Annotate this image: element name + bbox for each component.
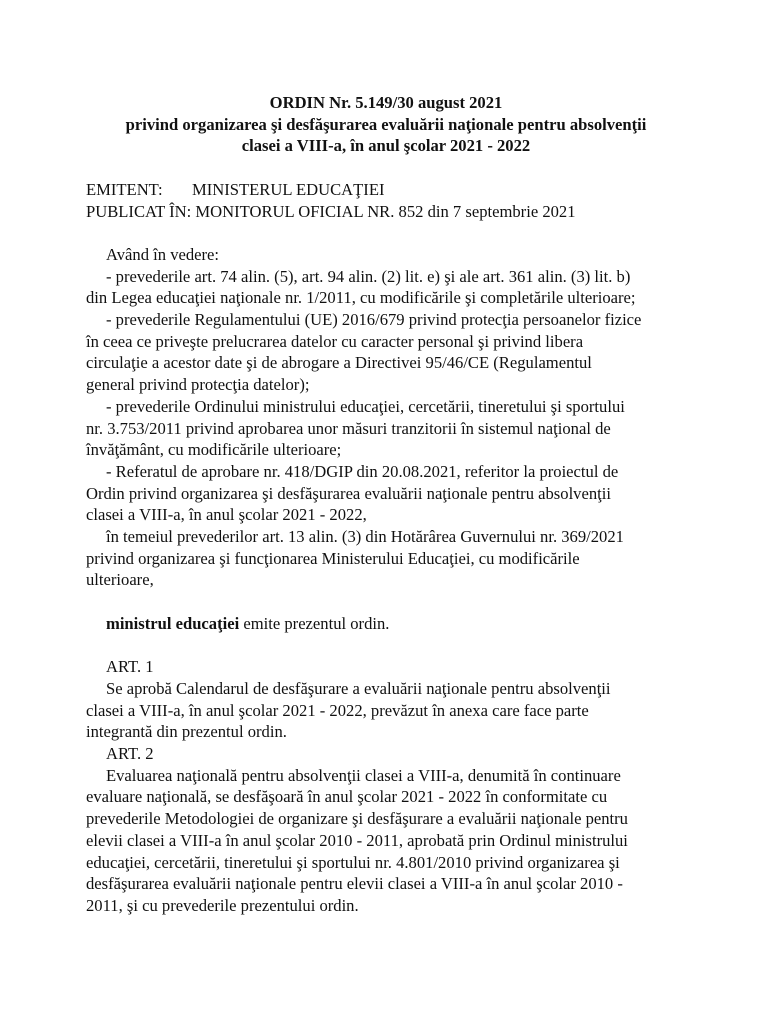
preamble-line: - prevederile art. 74 alin. (5), art. 94 alin. (2) lit. e) şi ale art. 361 alin. (3) lit. b)	[106, 266, 631, 286]
article-line: evaluare naţională, se desfăşoară în anul şcolar 2021 - 2022 în conformitate cu	[86, 787, 608, 807]
emitent-row	[86, 179, 686, 201]
preamble-line: din Legea educaţiei naţionale nr. 1/2011, cu modificările şi completările ulterioare;	[86, 288, 636, 308]
articles-list	[86, 656, 686, 916]
enacting-subject: ministrul educaţiei	[106, 613, 240, 633]
title-line-1: ORDIN Nr. 5.149/30 august 2021	[269, 93, 503, 112]
preamble-line: - Referatul de aprobare nr. 418/DGIP din 20.08.2021, referitor la proiectul de	[106, 461, 619, 481]
article	[86, 743, 686, 917]
enacting-clause	[86, 613, 686, 635]
spacer	[86, 222, 686, 244]
preamble-line: circulaţie a acestor date şi de abrogare a Directivei 95/46/CE (Regulamentul	[86, 353, 592, 373]
preamble-line: clasei a VIII-a, în anul şcolar 2021 - 2022,	[86, 505, 367, 525]
article-heading: ART. 1	[106, 657, 154, 677]
preamble-item	[86, 396, 686, 461]
preamble-item	[86, 309, 686, 396]
preamble-line: - prevederile Regulamentului (UE) 2016/679 privind protecţia persoanelor fizice	[106, 310, 642, 329]
spacer	[86, 157, 686, 179]
preamble-line: Ordin privind organizarea şi desfăşurarea evaluării naţionale pentru absolvenţii	[86, 483, 611, 503]
preamble-line: privind organizarea şi funcţionarea Ministerului Educaţiei, cu modificările	[86, 548, 580, 568]
preamble-item	[86, 266, 686, 309]
preamble-item	[86, 526, 686, 591]
document-page	[86, 92, 686, 917]
preamble-item	[86, 461, 686, 526]
emitent-label: EMITENT:	[86, 179, 163, 199]
article-line: clasei a VIII-a, în anul şcolar 2021 - 2022, prevăzut în anexa care face parte	[86, 700, 589, 720]
title-line-3: clasei a VIII-a, în anul şcolar 2021 - 2022	[241, 136, 531, 156]
article-line: 2011, şi cu prevederile prezentului ordin.	[86, 895, 359, 915]
preamble-line: nr. 3.753/2011 privind aprobarea unor măsuri tranzitorii în sistemul naţional de	[86, 418, 611, 438]
article	[86, 656, 686, 743]
article-heading: ART. 2	[106, 744, 154, 764]
article-line: prevederile Metodologiei de organizare şi desfăşurare a evaluării naţionale pentru	[86, 809, 628, 829]
preamble-line: în temeiul prevederilor art. 13 alin. (3) din Hotărârea Guvernului nr. 369/2021	[106, 527, 624, 547]
spacer	[86, 635, 686, 657]
article-line: Evaluarea naţională pentru absolvenţii clasei a VIII-a, denumită în continuare	[106, 765, 621, 785]
article-line: integrantă din prezentul ordin.	[86, 722, 287, 742]
article-line: educaţiei, cercetării, tineretului şi sportului nr. 4.801/2010 privind organizarea şi	[86, 852, 620, 872]
article-line: elevii clasei a VIII-a în anul şcolar 2010 - 2011, aprobată prin Ordinul ministrului	[86, 830, 628, 850]
publicat-value: MONITORUL OFICIAL NR. 852 din 7 septembrie 2021	[195, 201, 576, 221]
preamble-line: învăţământ, cu modificările ulterioare;	[86, 440, 342, 460]
preamble-list	[86, 266, 686, 592]
emitent-value: MINISTERUL EDUCAŢIEI	[192, 179, 385, 199]
enacting-rest: emite prezentul ordin.	[239, 613, 390, 633]
title-line-2: privind organizarea şi desfăşurarea evaluării naţionale pentru absolvenţii	[125, 114, 647, 134]
preamble-line: în ceea ce priveşte prelucrarea datelor cu caracter personal şi privind libera	[86, 331, 584, 351]
article-line: Se aprobă Calendarul de desfăşurare a evaluării naţionale pentru absolvenţii	[106, 678, 611, 698]
publicat-row	[86, 201, 686, 223]
preamble-intro: Având în vedere:	[106, 244, 220, 264]
spacer	[86, 591, 686, 613]
order-title	[86, 92, 686, 157]
publicat-label: PUBLICAT ÎN:	[86, 201, 192, 221]
preamble-line: - prevederile Ordinului ministrului educaţiei, cercetării, tineretului şi sportului	[106, 396, 625, 416]
preamble-line: ulterioare,	[86, 570, 154, 590]
article-line: desfăşurarea evaluării naţionale pentru elevii clasei a VIII-a în anul şcolar 2010 -	[86, 874, 623, 894]
preamble-line: general privind protecţia datelor);	[86, 375, 310, 395]
